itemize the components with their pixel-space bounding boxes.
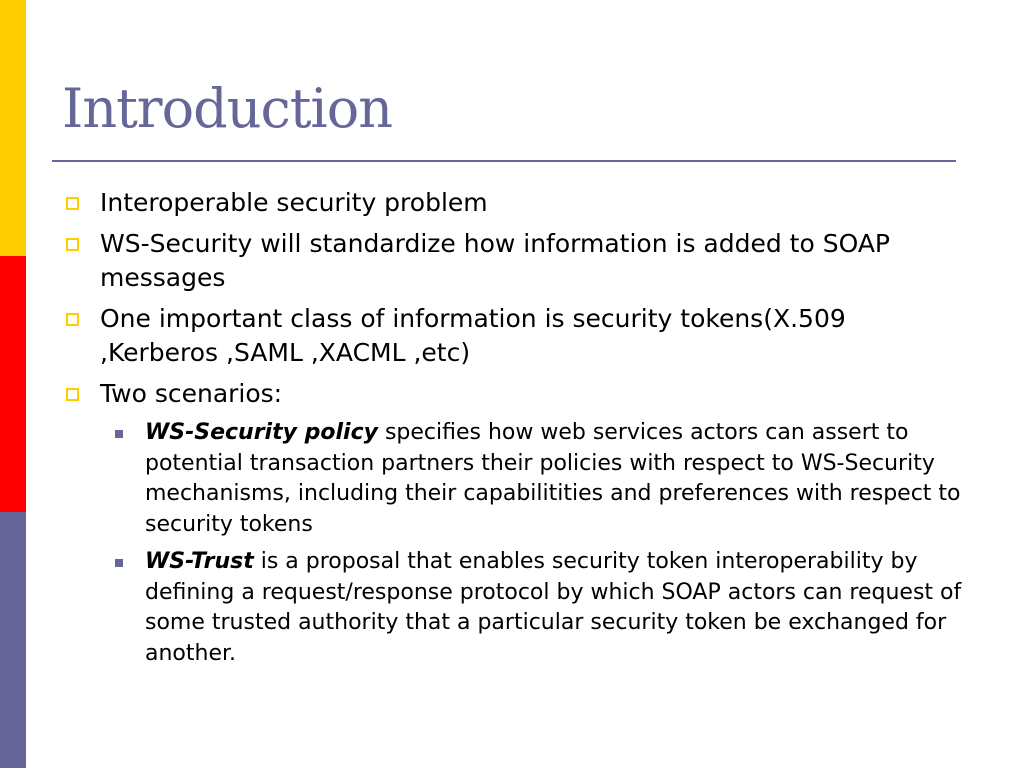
square-bullet-icon — [66, 313, 79, 326]
bullet-text: One important class of information is security tokens(X.509 ,Kerberos ,SAML ,XACML ,etc) — [100, 304, 846, 367]
small-square-bullet-icon — [115, 559, 123, 567]
bullet-item — [64, 227, 964, 295]
bullet-text: WS-Security will standardize how information is added to SOAP messages — [100, 229, 891, 292]
small-square-bullet-icon — [115, 430, 123, 438]
sub-bullet-item — [109, 547, 964, 669]
sub-bullet-text: is a proposal that enables security token interoperability by defining a request/response protocol by which SOAP actors can request of some trusted authority that a particular security token be exchanged for another. — [145, 549, 962, 666]
slide-title: Introduction — [62, 77, 392, 140]
square-bullet-icon — [66, 238, 79, 251]
bullet-text: Two scenarios: — [100, 379, 283, 408]
bullet-text: Interoperable security problem — [100, 188, 488, 217]
sub-bullet-text: specifies how web services actors can assert to potential transaction partners their policies with respect to WS-Security mechanisms, including their capabilitities and preferences with respect to security tokens — [145, 420, 961, 537]
accent-bar-slate — [0, 512, 26, 768]
accent-bar-red — [0, 256, 26, 512]
square-bullet-icon — [66, 388, 79, 401]
bullet-item — [64, 302, 964, 370]
sub-bullet-item — [109, 418, 964, 540]
bullet-item — [64, 377, 964, 411]
sub-bullet-term: WS-Security policy — [145, 420, 378, 445]
sub-bullet-term: WS-Trust — [145, 549, 254, 574]
title-divider — [52, 160, 956, 162]
bullet-item — [64, 186, 964, 220]
sub-bullet-list — [109, 418, 964, 669]
accent-bar-yellow — [0, 0, 26, 256]
slide-body — [64, 186, 964, 676]
square-bullet-icon — [66, 197, 79, 210]
